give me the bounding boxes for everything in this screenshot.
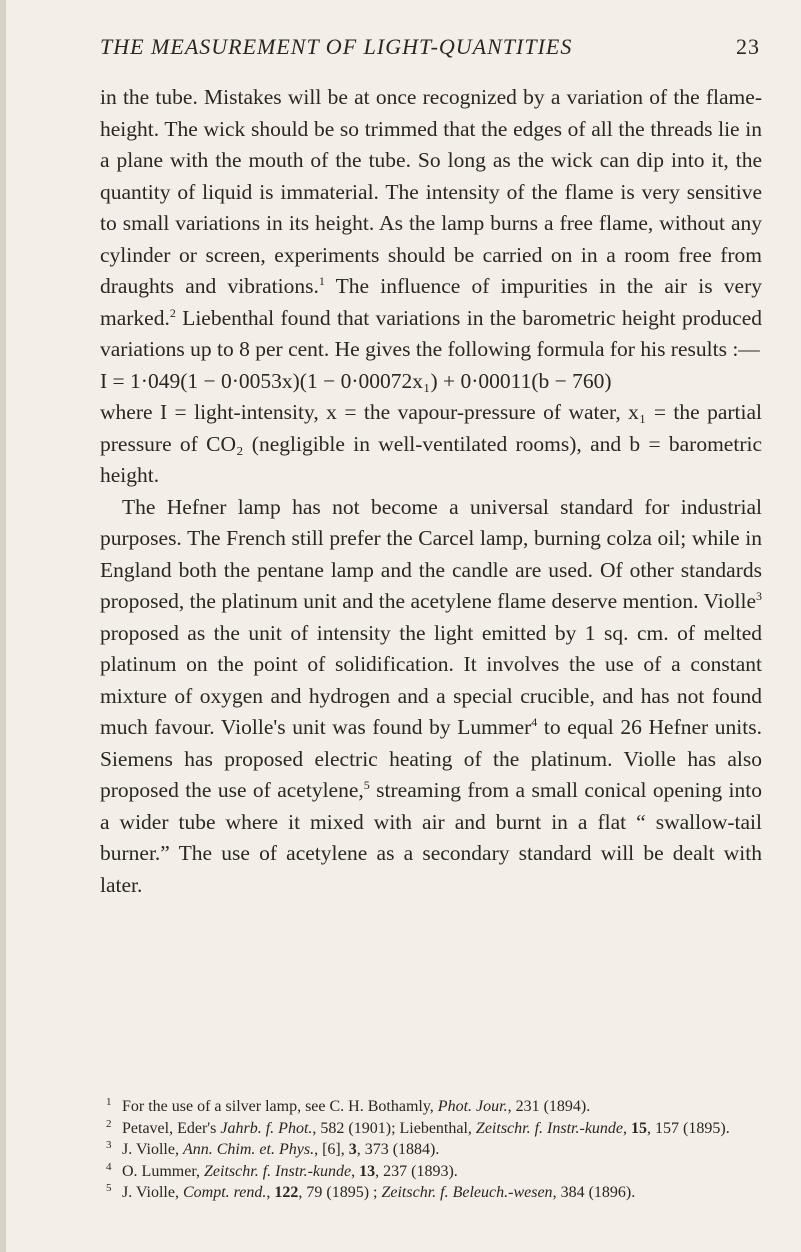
paragraph-2-part-b: proposed as the unit of intensity the light emitted by 1 sq. cm. of melted platinum on the point of solidification. It involves the use of a constant mixture of oxygen and hydrogen and a special crucible, and has not found much favour. Violle's unit was found by Lummer <box>100 620 762 739</box>
formula-definitions: where I = light-intensity, x = the vapour-pressure of water, x₁ = the partial pressure of CO₂ (negligible in well-ventilated rooms), and b = barometric height. <box>100 400 762 487</box>
paragraph-1-part-a: in the tube. Mistakes will be at once recognized by a variation of the flame-height. The wick should be so trimmed that the edges of all the threads lie in a plane with the mouth of the tube. So long as the wick can dip into it, the quantity of liquid is immaterial. The intensity of the flame is very sensitive to small variations in its height. As the lamp burns a free flame, without any cylinder or screen, experiments should be carried on in a room free from draughts and vibrations. <box>100 85 762 298</box>
footnote-text: , [6], <box>314 1141 349 1158</box>
footnote-text: , 373 (1884). <box>356 1141 440 1158</box>
paragraph-1-part-b: The influence of impurities in the air is very marked. <box>100 274 763 330</box>
footnote-ref-2: 2 <box>169 305 176 320</box>
footnote-volume: 13 <box>359 1162 376 1180</box>
footnote-journal: Jahrb. f. Phot. <box>220 1119 313 1137</box>
footnote-5 <box>100 1182 762 1204</box>
footnote-text: For the use of a silver lamp, see C. H. Bothamly, <box>122 1098 438 1115</box>
body-text <box>100 82 762 901</box>
footnote-text: J. Violle, <box>122 1141 183 1158</box>
footnote-text: , 582 (1901); Liebenthal, <box>312 1119 476 1137</box>
footnote-text: O. Lummer, <box>122 1162 205 1180</box>
running-title: THE MEASUREMENT OF LIGHT-QUANTITIES <box>100 34 573 59</box>
footnote-journal: Zeitschr. f. Instr.-kunde <box>475 1119 624 1137</box>
footnote-2: 2 Petavel, Eder's Jahrb. f. Phot., 582 (1901); Liebenthal, Zeitschr. f. Instr.-kunde, 15, 157 (1895). <box>100 1118 762 1140</box>
paragraph-1-part-c: Liebenthal found that variations in the barometric height produced variations up to 8 per cent. He gives the following formula for his results :— <box>100 305 762 361</box>
footnote-journal: Phot. Jour. <box>437 1098 508 1115</box>
footnote-volume: 3 <box>348 1141 357 1158</box>
footnote-number: 3 <box>106 1139 112 1151</box>
footnote-text: , <box>266 1184 275 1201</box>
footnote-text: , 384 (1896). <box>552 1184 636 1201</box>
footnote-ref-5: 5 <box>363 777 370 792</box>
footnote-number: 5 <box>106 1182 112 1194</box>
footnote-text: , 237 (1893). <box>375 1162 458 1180</box>
footnote-journal: Ann. Chim. et. Phys. <box>182 1141 315 1158</box>
running-header <box>100 34 760 64</box>
footnote-3 <box>100 1139 762 1161</box>
footnote-journal: Zeitschr. f. Beleuch.-wesen <box>381 1184 553 1201</box>
liebenthal-formula: I = 1·049(1 − 0·0053x)(1 − 0·00072x₁) + 0·00011(b − 760) <box>100 368 612 393</box>
footnote-text: Petavel, Eder's <box>122 1119 221 1137</box>
paragraph-2-part-c: to equal 26 Hefner units. Siemens has proposed electric heating of the platinum. Violle has also proposed the use of acetylene, <box>100 715 762 802</box>
page-number: 23 <box>736 34 760 59</box>
footnote-volume: 122 <box>274 1184 299 1201</box>
paragraph-2-part-d: streaming from a small conical opening into a wider tube where it mixed with air and burnt in a flat “ swallow-tail burner.” The use of acetylene as a secondary standard will be dealt with later. <box>100 778 762 897</box>
footnotes <box>100 1096 762 1204</box>
footnote-number: 4 <box>106 1160 112 1173</box>
footnote-text: , 79 (1895) ; <box>298 1184 382 1201</box>
footnote-volume: 15 <box>631 1119 648 1137</box>
paragraph-1 <box>100 82 762 366</box>
footnote-text: J. Violle, <box>122 1184 183 1201</box>
footnote-ref-4: 4 <box>531 714 538 729</box>
footnote-journal: Compt. rend. <box>182 1184 267 1201</box>
footnote-text: , <box>351 1162 360 1180</box>
footnote-ref-1: 1 <box>318 273 325 288</box>
footnote-number: 1 <box>106 1096 112 1108</box>
footnote-text: , 157 (1895). <box>647 1119 730 1137</box>
footnote-4 <box>100 1161 762 1183</box>
footnote-1 <box>100 1096 762 1118</box>
footnote-journal: Zeitschr. f. Instr.-kunde <box>204 1162 352 1180</box>
paragraph-2-part-a: The Hefner lamp has not become a universal standard for industrial purposes. The French still prefer the Carcel lamp, burning colza oil; while in England both the pentane lamp and the candle are used. Of other standards proposed, the platinum unit and the acetylene flame deserve mention. Violle <box>100 494 762 613</box>
footnote-number: 2 <box>106 1117 112 1130</box>
footnote-text: , 231 (1894). <box>507 1098 591 1115</box>
page-gutter-shadow <box>0 0 6 1252</box>
footnote-ref-3: 3 <box>756 588 762 603</box>
paragraph-2 <box>100 492 762 902</box>
